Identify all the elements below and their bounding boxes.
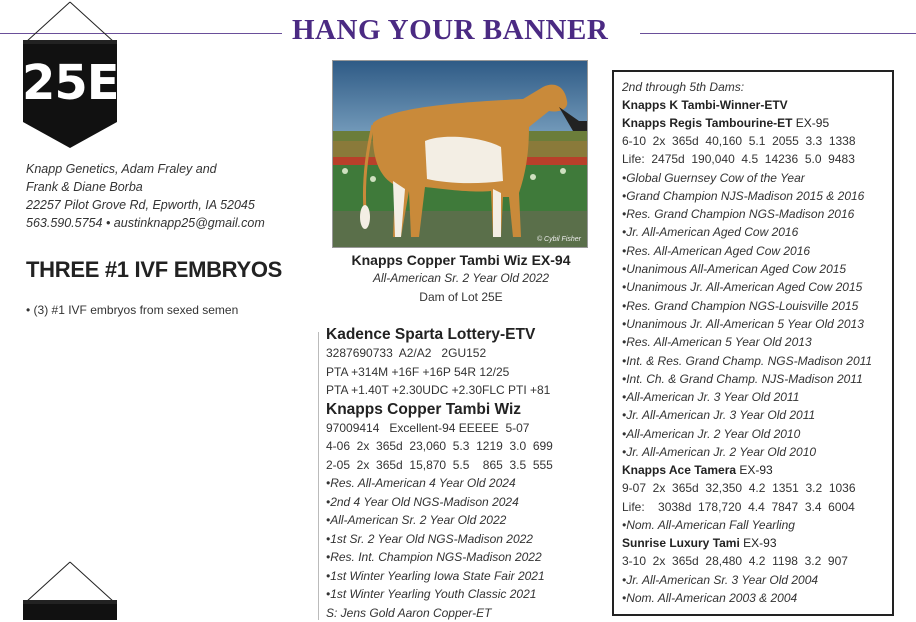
next-lot-banner-icon bbox=[20, 560, 120, 620]
consignor-line: Knapp Genetics, Adam Fraley and bbox=[26, 160, 265, 178]
lot-number: 25E bbox=[22, 55, 118, 111]
pedigree bbox=[326, 325, 606, 622]
fifth-dam-achievement: •Jr. All-American Sr. 3 Year Old 2004 bbox=[622, 571, 884, 589]
dam-record-line: 4-06 2x 365d 23,060 5.3 1219 3.0 699 bbox=[326, 437, 606, 456]
third-dam-achievement: •Int. & Res. Grand Champ. NGS-Madison 2011 bbox=[622, 352, 884, 370]
fourth-dam-record: 9-07 2x 365d 32,350 4.2 1351 3.2 1036 bbox=[622, 479, 884, 497]
dam-achievement: •Res. Int. Champion NGS-Madison 2022 bbox=[326, 548, 606, 567]
consignor-info bbox=[26, 160, 265, 232]
third-dam-achievement: •Int. Ch. & Grand Champ. NJS-Madison 2011 bbox=[622, 370, 884, 388]
fourth-dam-score: EX-93 bbox=[736, 463, 773, 477]
photo-caption-name: Knapps Copper Tambi Wiz EX-94 bbox=[330, 252, 592, 268]
fifth-dam-score: EX-93 bbox=[740, 536, 777, 550]
page-title: HANG YOUR BANNER bbox=[292, 14, 608, 47]
third-dam-achievement: •Grand Champion NJS-Madison 2015 & 2016 bbox=[622, 187, 884, 205]
sire-id-line: 3287690733 A2/A2 2GU152 bbox=[326, 344, 606, 363]
dam-achievement: •All-American Sr. 2 Year Old 2022 bbox=[326, 511, 606, 530]
cow-image-icon bbox=[333, 61, 587, 247]
dam-name: Knapps Copper Tambi Wiz bbox=[326, 400, 606, 419]
photo-caption-award: All-American Sr. 2 Year Old 2022 bbox=[330, 271, 592, 285]
fifth-dam-name: Sunrise Luxury Tami EX-93 bbox=[622, 534, 884, 552]
third-dam-achievement: •Jr. All-American Jr. 2 Year Old 2010 bbox=[622, 443, 884, 461]
lot-heading: THREE #1 IVF EMBRYOS bbox=[26, 257, 282, 283]
consignor-contact: 563.590.5754 • austinknapp25@gmail.com bbox=[26, 214, 265, 232]
third-dam-achievement: •Res. All-American Aged Cow 2016 bbox=[622, 242, 884, 260]
fifth-dam-record: 3-10 2x 365d 28,480 4.2 1198 3.2 907 bbox=[622, 552, 884, 570]
third-dam-achievement: •Res. All-American 5 Year Old 2013 bbox=[622, 333, 884, 351]
dam-achievement: •1st Winter Yearling Youth Classic 2021 bbox=[326, 585, 606, 604]
fifth-dam-achievement: •Nom. All-American 2003 & 2004 bbox=[622, 589, 884, 607]
fourth-dam-lifetime: Life: 3038d 178,720 4.4 7847 3.4 6004 bbox=[622, 498, 884, 516]
cow-photo bbox=[332, 60, 588, 248]
pedigree-divider bbox=[318, 332, 319, 620]
dams-box bbox=[612, 70, 894, 616]
third-dam-achievement: •Unanimous Jr. All-American 5 Year Old 2013 bbox=[622, 315, 884, 333]
third-dam-achievement: •All-American Jr. 2 Year Old 2010 bbox=[622, 425, 884, 443]
third-dam-score: EX-95 bbox=[792, 116, 829, 130]
third-dam-achievement: •Global Guernsey Cow of the Year bbox=[622, 169, 884, 187]
consignor-line: Frank & Diane Borba bbox=[26, 178, 265, 196]
fourth-dam-achievement: •Nom. All-American Fall Yearling bbox=[622, 516, 884, 534]
sire-name: Kadence Sparta Lottery-ETV bbox=[326, 325, 606, 344]
dam-achievement: •2nd 4 Year Old NGS-Madison 2024 bbox=[326, 493, 606, 512]
fourth-dam-name: Knapps Ace Tamera EX-93 bbox=[622, 461, 884, 479]
header-rule-right bbox=[640, 33, 916, 34]
second-dam-name: Knapps K Tambi-Winner-ETV bbox=[622, 96, 884, 114]
third-dam-name: Knapps Regis Tambourine-ET EX-95 bbox=[622, 114, 884, 132]
sire-pta-line: PTA +314M +16F +16P 54R 12/25 bbox=[326, 363, 606, 382]
dam-achievement: •1st Winter Yearling Iowa State Fair 2021 bbox=[326, 567, 606, 586]
dam-sire-line: S: Jens Gold Aaron Copper-ET bbox=[326, 604, 606, 622]
lot-description: • (3) #1 IVF embryos from sexed semen bbox=[26, 303, 238, 317]
third-dam-achievement: •Res. Grand Champion NGS-Louisville 2015 bbox=[622, 297, 884, 315]
third-dam-lifetime: Life: 2475d 190,040 4.5 14236 5.0 9483 bbox=[622, 150, 884, 168]
photo-caption-dam: Dam of Lot 25E bbox=[330, 290, 592, 304]
dam-achievement: •1st Sr. 2 Year Old NGS-Madison 2022 bbox=[326, 530, 606, 549]
third-dam-achievement: •Res. Grand Champion NGS-Madison 2016 bbox=[622, 205, 884, 223]
consignor-address: 22257 Pilot Grove Rd, Epworth, IA 52045 bbox=[26, 196, 265, 214]
third-dam-achievement: •Jr. All-American Aged Cow 2016 bbox=[622, 223, 884, 241]
third-dam-record: 6-10 2x 365d 40,160 5.1 2055 3.3 1338 bbox=[622, 132, 884, 150]
photo-credit: © Cybil Fisher bbox=[537, 236, 581, 243]
third-dam-achievement: •Jr. All-American Jr. 3 Year Old 2011 bbox=[622, 406, 884, 424]
sire-pta-line: PTA +1.40T +2.30UDC +2.30FLC PTI +81 bbox=[326, 381, 606, 400]
dams-heading: 2nd through 5th Dams: bbox=[622, 78, 884, 96]
dam-achievement: •Res. All-American 4 Year Old 2024 bbox=[326, 474, 606, 493]
dam-id-line: 97009414 Excellent-94 EEEEE 5-07 bbox=[326, 419, 606, 438]
third-dam-achievement: •Unanimous All-American Aged Cow 2015 bbox=[622, 260, 884, 278]
third-dam-achievement: •Unanimous Jr. All-American Aged Cow 2015 bbox=[622, 278, 884, 296]
third-dam-achievement: •All-American Jr. 3 Year Old 2011 bbox=[622, 388, 884, 406]
dam-record-line: 2-05 2x 365d 15,870 5.5 865 3.5 555 bbox=[326, 456, 606, 475]
